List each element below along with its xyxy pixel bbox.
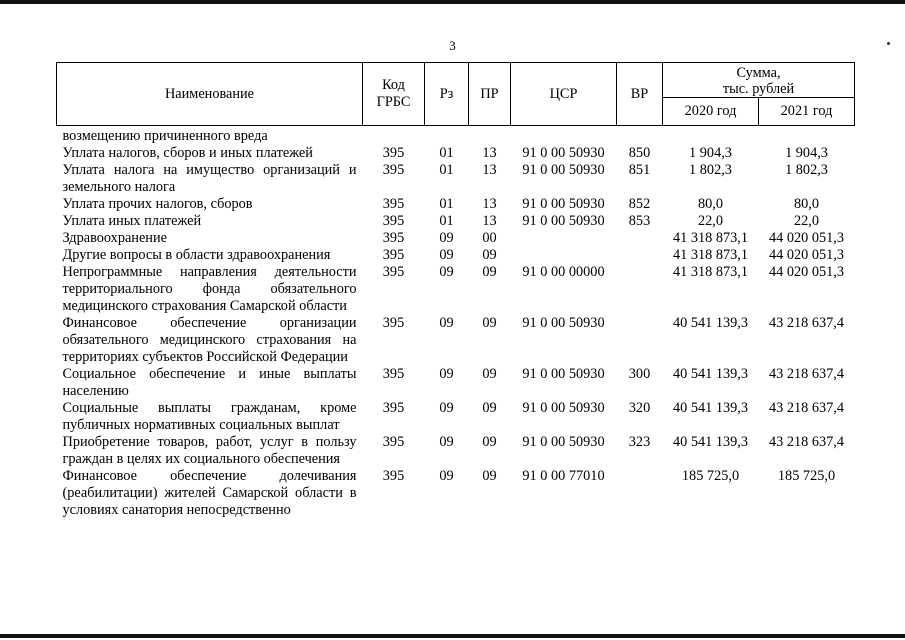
cell-pr: 13 [482, 196, 497, 212]
header-rz: Рз [425, 63, 469, 126]
cell-sum-2020: 22,0 [697, 213, 724, 229]
header-kod-grbs [363, 63, 425, 126]
cell-name: Финансовое обеспечение организации обязательного медицинского страхования на территориях субъектов Российской Федерации [62, 315, 357, 365]
cell-sum-2021: 1 904,3 [785, 145, 828, 161]
cell-rz: 01 [439, 162, 454, 178]
cell-csr [511, 126, 617, 146]
cell-pr: 09 [482, 315, 497, 331]
budget-table [56, 62, 855, 519]
table-row [57, 434, 855, 468]
cell-sum-2020: 40 541 139,3 [672, 434, 749, 450]
cell-kod-grbs: 395 [382, 162, 405, 178]
cell-pr: 09 [482, 366, 497, 382]
cell-sum-2021: 44 020 051,3 [768, 230, 845, 246]
cell-pr: 13 [482, 145, 497, 161]
cell-csr: 91 0 00 50930 [522, 145, 605, 161]
cell-csr [511, 230, 617, 247]
cell-rz: 09 [439, 247, 454, 263]
cell-vr [617, 126, 663, 146]
header-kod-line2: ГРБС [376, 94, 411, 110]
cell-sum-2020 [663, 126, 759, 146]
cell-kod-grbs: 395 [382, 434, 405, 450]
cell-csr: 91 0 00 50930 [522, 315, 605, 331]
cell-name: возмещению причиненного вреда [62, 128, 268, 144]
cell-vr: 852 [628, 196, 651, 212]
table-row [57, 366, 855, 400]
cell-name: Непрограммные направления деятельности территориального фонда обязательного медицинского страхования Самарской области [62, 264, 357, 314]
cell-vr [617, 230, 663, 247]
cell-kod-grbs: 395 [382, 213, 405, 229]
cell-vr: 853 [628, 213, 651, 229]
cell-name: Другие вопросы в области здравоохранения [62, 247, 331, 263]
cell-pr [469, 126, 511, 146]
cell-sum-2021: 43 218 637,4 [768, 366, 845, 382]
cell-sum-2021 [759, 126, 855, 146]
cell-csr [511, 247, 617, 264]
cell-kod-grbs: 395 [382, 400, 405, 416]
cell-sum-2021: 43 218 637,4 [768, 315, 845, 331]
cell-kod-grbs: 395 [382, 247, 405, 263]
cell-kod-grbs: 395 [382, 468, 405, 484]
cell-sum-2021: 43 218 637,4 [768, 400, 845, 416]
header-year-2020: 2020 год [663, 98, 759, 126]
cell-vr [617, 264, 663, 315]
cell-name: Здравоохранение [62, 230, 167, 246]
cell-rz [425, 126, 469, 146]
cell-csr: 91 0 00 50930 [522, 400, 605, 416]
header-pr: ПР [469, 63, 511, 126]
cell-rz: 09 [439, 400, 454, 416]
table-row [57, 247, 855, 264]
header-name: Наименование [57, 63, 363, 126]
table-row [57, 230, 855, 247]
cell-pr: 13 [482, 162, 497, 178]
cell-sum-2020: 41 318 873,1 [672, 264, 749, 280]
table-row [57, 264, 855, 315]
cell-sum-2021: 43 218 637,4 [768, 434, 845, 450]
cell-vr: 300 [628, 366, 651, 382]
cell-vr: 851 [628, 162, 651, 178]
cell-kod-grbs: 395 [382, 366, 405, 382]
cell-vr [617, 315, 663, 366]
cell-vr [617, 468, 663, 519]
cell-pr: 09 [482, 400, 497, 416]
table-row [57, 213, 855, 230]
cell-csr: 91 0 00 50930 [522, 366, 605, 382]
header-sum-line1: Сумма, [736, 65, 781, 81]
cell-csr: 91 0 00 00000 [522, 264, 605, 280]
cell-sum-2021: 185 725,0 [777, 468, 836, 484]
cell-sum-2020: 1 904,3 [689, 145, 732, 161]
cell-rz: 09 [439, 315, 454, 331]
cell-name: Финансовое обеспечение долечивания (реабилитации) жителей Самарской области в условиях санатория непосредственно [62, 468, 357, 518]
cell-pr: 09 [482, 247, 497, 263]
cell-sum-2020: 40 541 139,3 [672, 400, 749, 416]
table-row [57, 196, 855, 213]
cell-sum-2021: 22,0 [793, 213, 820, 229]
cell-rz: 01 [439, 145, 454, 161]
header-sum [663, 63, 855, 98]
header-year-2021: 2021 год [759, 98, 855, 126]
cell-vr: 850 [628, 145, 651, 161]
cell-rz: 09 [439, 434, 454, 450]
cell-sum-2020: 1 802,3 [689, 162, 732, 178]
cell-sum-2021: 44 020 051,3 [768, 247, 845, 263]
table-body [57, 126, 855, 520]
cell-rz: 01 [439, 213, 454, 229]
cell-csr: 91 0 00 50930 [522, 162, 605, 178]
cell-name: Уплата иных платежей [62, 213, 202, 229]
cell-rz: 09 [439, 366, 454, 382]
table-row [57, 468, 855, 519]
cell-name: Уплата налога на имущество организаций и земельного налога [62, 162, 357, 195]
cell-rz: 09 [439, 468, 454, 484]
cell-vr: 323 [628, 434, 651, 450]
cell-sum-2020: 41 318 873,1 [672, 230, 749, 246]
page-number: 3 [449, 38, 456, 53]
cell-sum-2020: 80,0 [697, 196, 724, 212]
header-vr: ВР [617, 63, 663, 126]
cell-csr: 91 0 00 50930 [522, 434, 605, 450]
cell-sum-2020: 41 318 873,1 [672, 247, 749, 263]
header-sum-line2: тыс. рублей [722, 81, 795, 97]
cell-sum-2020: 40 541 139,3 [672, 315, 749, 331]
cell-rz: 01 [439, 196, 454, 212]
top-border-line [0, 0, 905, 4]
cell-rz: 09 [439, 264, 454, 280]
cell-sum-2021: 80,0 [793, 196, 820, 212]
cell-name: Уплата налогов, сборов и иных платежей [62, 145, 313, 161]
cell-pr: 09 [482, 264, 497, 280]
table-header [57, 63, 855, 126]
cell-csr: 91 0 00 77010 [522, 468, 605, 484]
cell-kod-grbs [363, 126, 425, 146]
cell-kod-grbs: 395 [382, 264, 405, 280]
cell-csr: 91 0 00 50930 [522, 213, 605, 229]
cell-sum-2020: 40 541 139,3 [672, 366, 749, 382]
cell-sum-2021: 1 802,3 [785, 162, 828, 178]
table-row [57, 400, 855, 434]
table-row [57, 126, 855, 146]
cell-kod-grbs: 395 [382, 315, 405, 331]
cell-kod-grbs: 395 [382, 145, 405, 161]
cell-name: Социальное обеспечение и иные выплаты населению [62, 366, 357, 399]
cell-pr: 09 [482, 434, 497, 450]
cell-kod-grbs: 395 [382, 196, 405, 212]
cell-name: Приобретение товаров, работ, услуг в пользу граждан в целях их социального обеспечения [62, 434, 357, 467]
cell-vr: 320 [628, 400, 651, 416]
table-row [57, 162, 855, 196]
table-row [57, 315, 855, 366]
table-row [57, 145, 855, 162]
cell-vr [617, 247, 663, 264]
cell-rz: 09 [439, 230, 454, 246]
header-csr: ЦСР [511, 63, 617, 126]
cell-csr: 91 0 00 50930 [522, 196, 605, 212]
cell-kod-grbs: 395 [382, 230, 405, 246]
bottom-border-line [0, 634, 905, 638]
cell-pr: 00 [482, 230, 497, 246]
cell-name: Уплата прочих налогов, сборов [62, 196, 253, 212]
cell-name: Социальные выплаты гражданам, кроме публичных нормативных социальных выплат [62, 400, 357, 433]
cell-pr: 09 [482, 468, 497, 484]
cell-pr: 13 [482, 213, 497, 229]
cell-sum-2020: 185 725,0 [681, 468, 740, 484]
cell-sum-2021: 44 020 051,3 [768, 264, 845, 280]
header-kod-line1: Код [382, 77, 405, 93]
